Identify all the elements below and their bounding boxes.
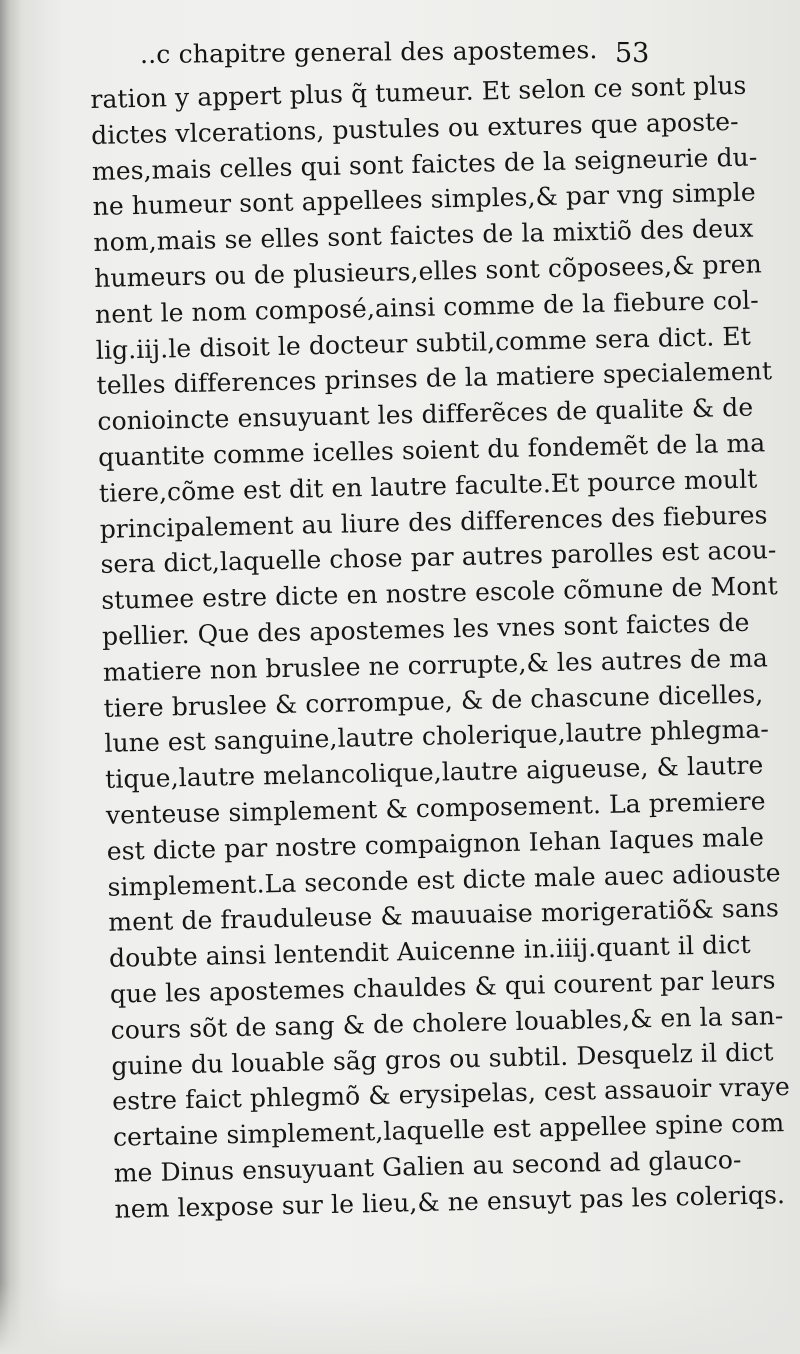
text-line: humeurs ou de plusieurs,elles sont cõposees,& pren bbox=[93, 249, 763, 293]
text-line: me Dinus ensuyuant Galien au second ad glauco- bbox=[113, 1144, 742, 1188]
body-text bbox=[90, 68, 791, 1228]
page-bottom-margin bbox=[0, 1284, 800, 1354]
text-line: quantite comme icelles soient du fondemẽt de la ma bbox=[97, 428, 766, 472]
page-number: 53 bbox=[615, 38, 650, 69]
gutter-shadow bbox=[0, 0, 22, 1354]
text-line: sera dict,laquelle chose par autres parolles est acou- bbox=[100, 535, 777, 580]
text-line: venteuse simplement & composement. La premiere bbox=[105, 786, 766, 830]
text-line: tiere,cõme est dit en lautre faculte.Et pource moult bbox=[98, 464, 758, 508]
text-line: nom,mais se elles sont faictes de la mixtiõ des deux bbox=[93, 213, 754, 258]
text-line: ration y appert plus q̃ tumeur. Et selon ce sont plus bbox=[90, 70, 747, 114]
text-line: stumee estre dicte en nostre escole cõmune de Mont bbox=[100, 571, 779, 616]
text-line: lune est sanguine,lautre cholerique,lautre phlegma- bbox=[104, 714, 770, 759]
text-line: doubte ainsi lentendit Auicenne in.iiij.quant il dict bbox=[108, 929, 751, 973]
text-line: cours sõt de sang & de cholere louables,& en la san- bbox=[110, 1000, 784, 1045]
text-line: guine du louable sãg gros ou subtil. Desquelz il dict bbox=[111, 1036, 774, 1081]
text-line: pellier. Que des apostemes les vnes sont faictes de bbox=[101, 607, 750, 651]
text-line: principalement au liure des differences des fiebures bbox=[99, 499, 768, 544]
text-line: nent le nom composé,ainsi comme de la fiebure col- bbox=[94, 285, 760, 329]
text-line: mes,mais celles qui sont faictes de la seigneurie du- bbox=[91, 142, 758, 186]
text-line: dictes vlcerations, pustules ou extures que aposte- bbox=[90, 106, 739, 150]
text-line: lig.iij.le disoit le docteur subtil,comme sera dict. Et bbox=[95, 321, 752, 365]
text-line: conioincte ensuyuant les differẽces de qualite & de bbox=[97, 392, 754, 437]
running-title: ..c chapitre general des apostemes. bbox=[139, 35, 598, 69]
text-line: estre faict phlegmõ & erysipelas, cest assauoir vraye bbox=[111, 1072, 791, 1117]
text-line: ment de frauduleuse & mauuaise morigeratiõ& sans bbox=[108, 893, 780, 938]
text-line: telles differences prinses de la matiere specialement bbox=[96, 356, 773, 401]
text-line: ne humeur sont appellees simples,& par vng simple bbox=[92, 177, 756, 222]
text-line: est dicte par nostre compaignon Iehan Iaques male bbox=[106, 822, 765, 866]
text-line: tiere bruslee & corrompue, & de chascune dicelles, bbox=[103, 679, 764, 723]
text-line: tique,lautre melancolique,lautre aigueuse, & lautre bbox=[104, 750, 764, 794]
text-line: certaine simplement,laquelle est appellee spine com bbox=[112, 1108, 785, 1152]
text-line: simplement.La seconde est dicte male auec adiouste bbox=[107, 857, 781, 902]
text-line: nem lexpose sur le lieu,& ne ensuyt pas les coleriqs. bbox=[114, 1179, 786, 1224]
text-line: matiere non bruslee ne corrupte,& les autres de ma bbox=[102, 643, 769, 687]
text-line: que les apostemes chauldes & qui courent par leurs bbox=[109, 965, 776, 1009]
